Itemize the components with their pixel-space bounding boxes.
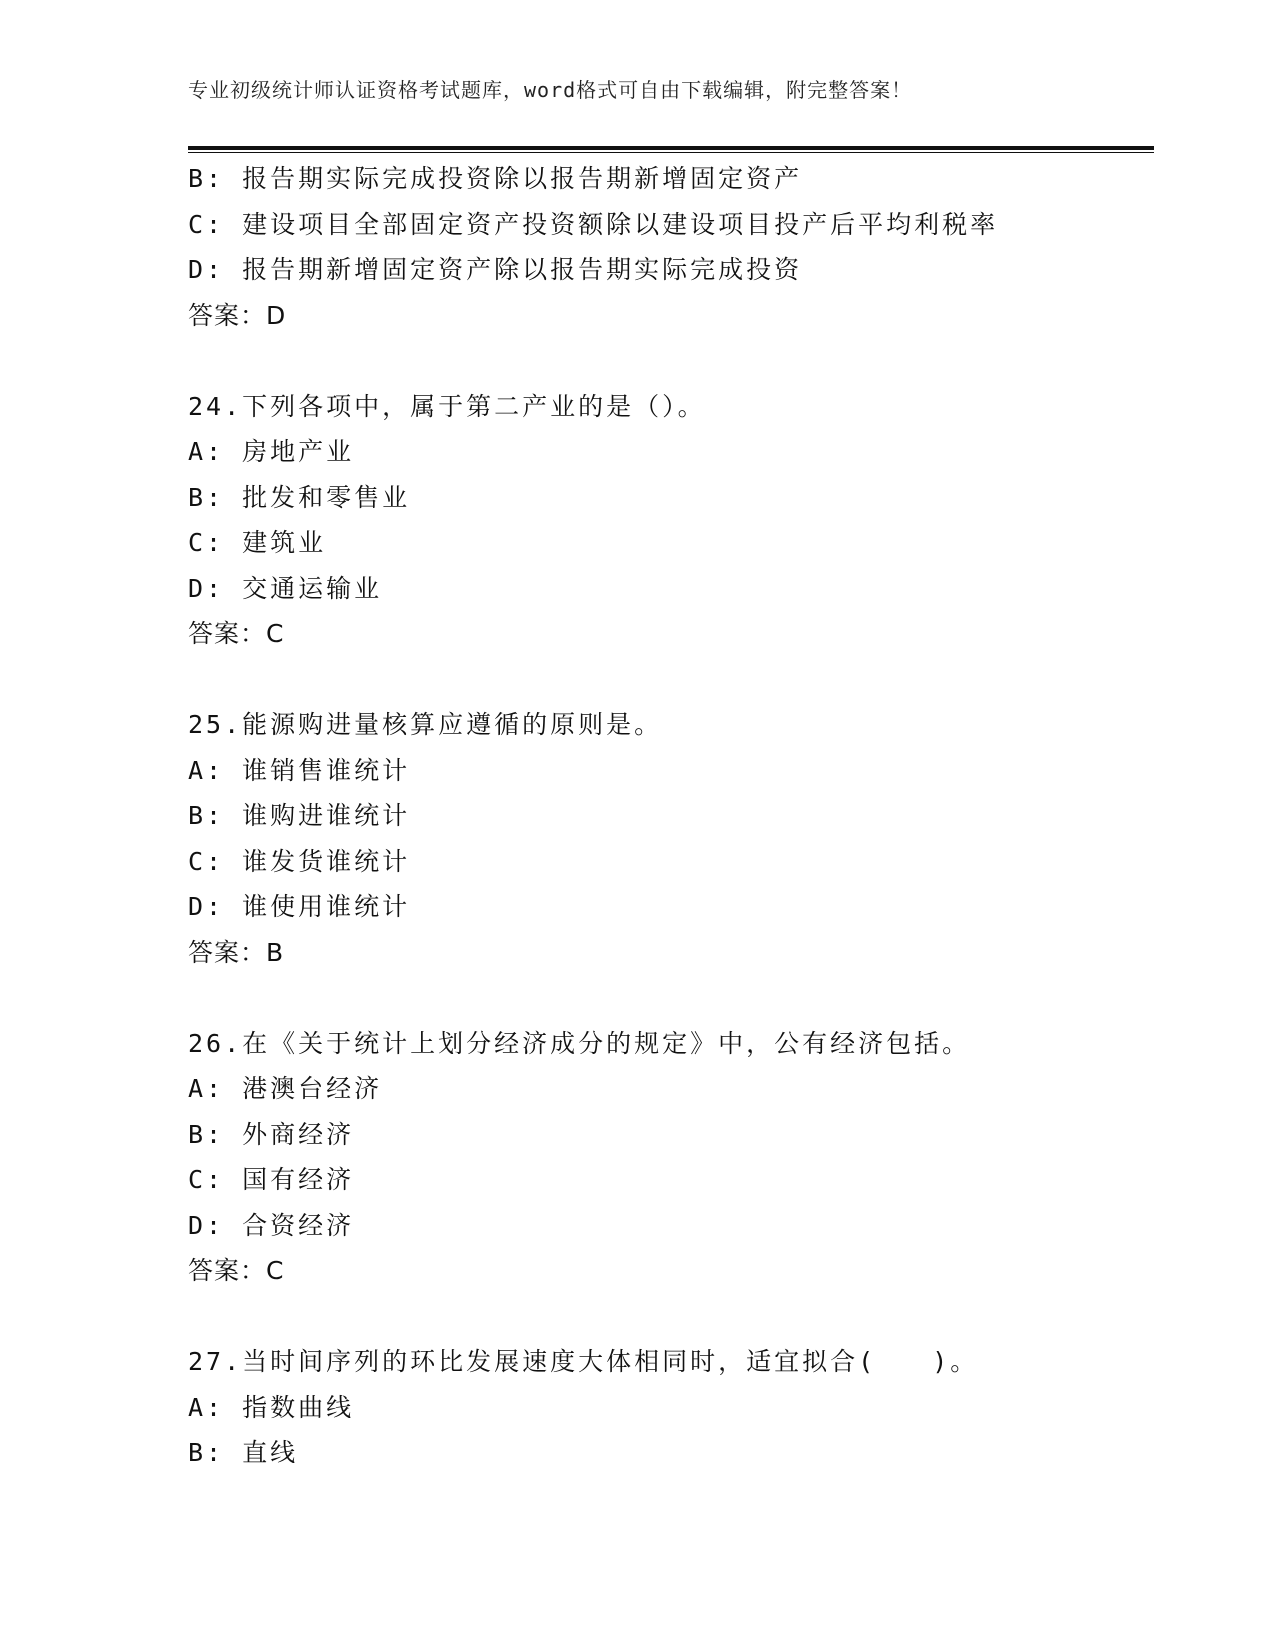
option-c: C: 谁发货谁统计: [188, 846, 411, 876]
option-c: C: 建筑业: [188, 528, 327, 557]
spacer: [188, 1294, 1168, 1340]
option-a: A: 指数曲线: [188, 1392, 355, 1422]
option-a: A: 港澳台经济: [188, 1074, 383, 1103]
option-c: C: 建设项目全部固定资产投资额除以建设项目投产后平均利税率: [188, 209, 999, 239]
question-stem: 26.在《关于统计上划分经济成分的规定》中，公有经济包括。: [188, 1028, 971, 1058]
option-d: D: 谁使用谁统计: [188, 892, 411, 921]
option-a: A: 房地产业: [188, 437, 355, 466]
option-c: C: 国有经济: [188, 1165, 355, 1194]
spacer: [188, 975, 1168, 1021]
answer-line: 答案：C: [188, 619, 285, 648]
page-header: 专业初级统计师认证资格考试题库，word格式可自由下载编辑，附完整答案！: [188, 78, 913, 102]
question-stem: 24.下列各项中，属于第二产业的是（）。: [188, 391, 706, 421]
option-d: D: 合资经济: [188, 1210, 355, 1240]
question-24: [188, 384, 1168, 657]
question-23-continuation: [188, 156, 1168, 338]
option-a: A: 谁销售谁统计: [188, 755, 411, 785]
question-stem: 25.能源购进量核算应遵循的原则是。: [188, 710, 663, 739]
question-25: [188, 702, 1168, 975]
header-rule-thick: [188, 146, 1154, 150]
answer-line: 答案：C: [188, 1256, 285, 1285]
spacer: [188, 657, 1168, 703]
answer-line: 答案：D: [188, 300, 287, 330]
option-d: D: 报告期新增固定资产除以报告期实际完成投资: [188, 255, 803, 284]
option-b: B: 谁购进谁统计: [188, 801, 411, 830]
option-d: D: 交通运输业: [188, 573, 383, 603]
question-26: [188, 1021, 1168, 1294]
option-b: B: 外商经济: [188, 1119, 355, 1149]
answer-line: 答案：B: [188, 937, 285, 967]
option-b: B: 直线: [188, 1438, 299, 1467]
option-b: B: 批发和零售业: [188, 482, 411, 512]
option-b: B: 报告期实际完成投资除以报告期新增固定资产: [188, 164, 803, 193]
document-body: [188, 156, 1168, 1476]
question-stem: 27.当时间序列的环比发展速度大体相同时，适宜拟合( )。: [188, 1347, 979, 1376]
header-rule-thin: [188, 152, 1154, 153]
spacer: [188, 338, 1168, 384]
question-27: [188, 1339, 1168, 1476]
